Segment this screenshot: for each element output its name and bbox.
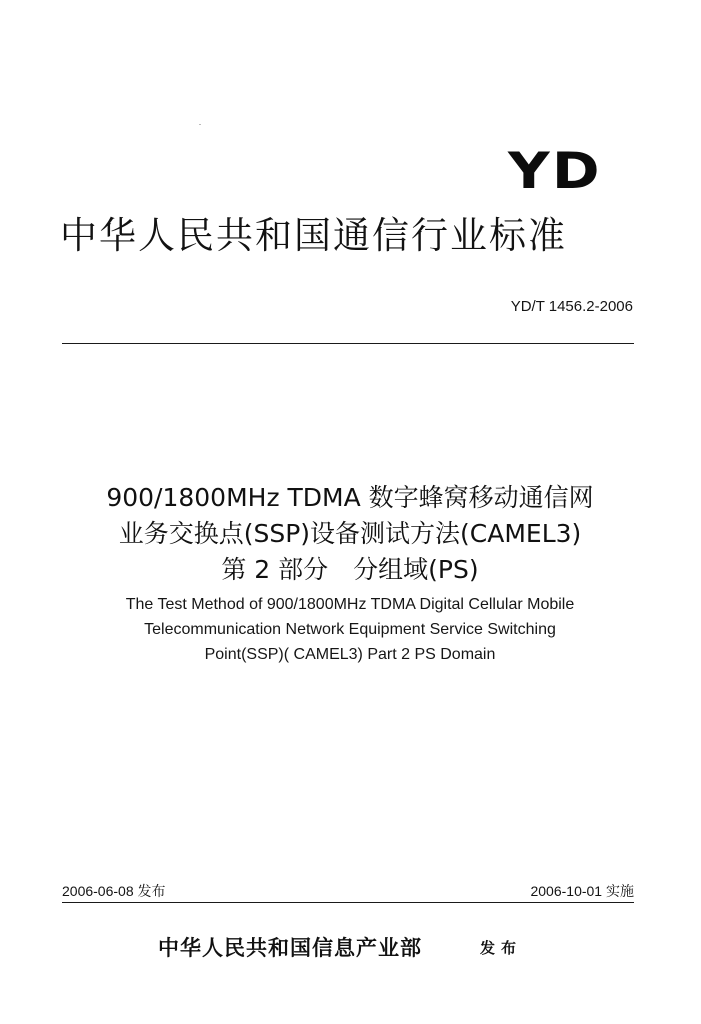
dates-row (62, 881, 634, 901)
bottom-divider (62, 902, 634, 903)
standard-type-heading: 中华人民共和国通信行业标准 (60, 214, 567, 257)
standard-number: YD/T 1456.2-2006 (510, 298, 633, 315)
title-cn-line-3: 第 2 部分 分组域(PS) (221, 555, 479, 584)
effective-date: 2006-10-01 实施 (530, 883, 634, 899)
top-divider (62, 343, 634, 344)
title-cn-line-1: 900/1800MHz TDMA 数字蜂窝移动通信网 (106, 483, 594, 512)
title-en-block (40, 592, 660, 667)
title-en-line-1: The Test Method of 900/1800MHz TDMA Digital Cellular Mobile (125, 596, 575, 613)
title-cn-line-2: 业务交换点(SSP)设备测试方法(CAMEL3) (118, 519, 582, 548)
issue-date: 2006-06-08 发布 (62, 883, 166, 899)
document-title-block (40, 480, 660, 667)
publisher-name: 中华人民共和国信息产业部 (158, 935, 422, 960)
scan-speck (199, 124, 201, 125)
yd-logo: YD (508, 142, 602, 200)
publish-action-label: 发布 (480, 939, 523, 957)
title-en-line-2: Telecommunication Network Equipment Service Switching (144, 621, 556, 638)
title-en-line-3: Point(SSP)( CAMEL3) Part 2 PS Domain (204, 646, 496, 663)
